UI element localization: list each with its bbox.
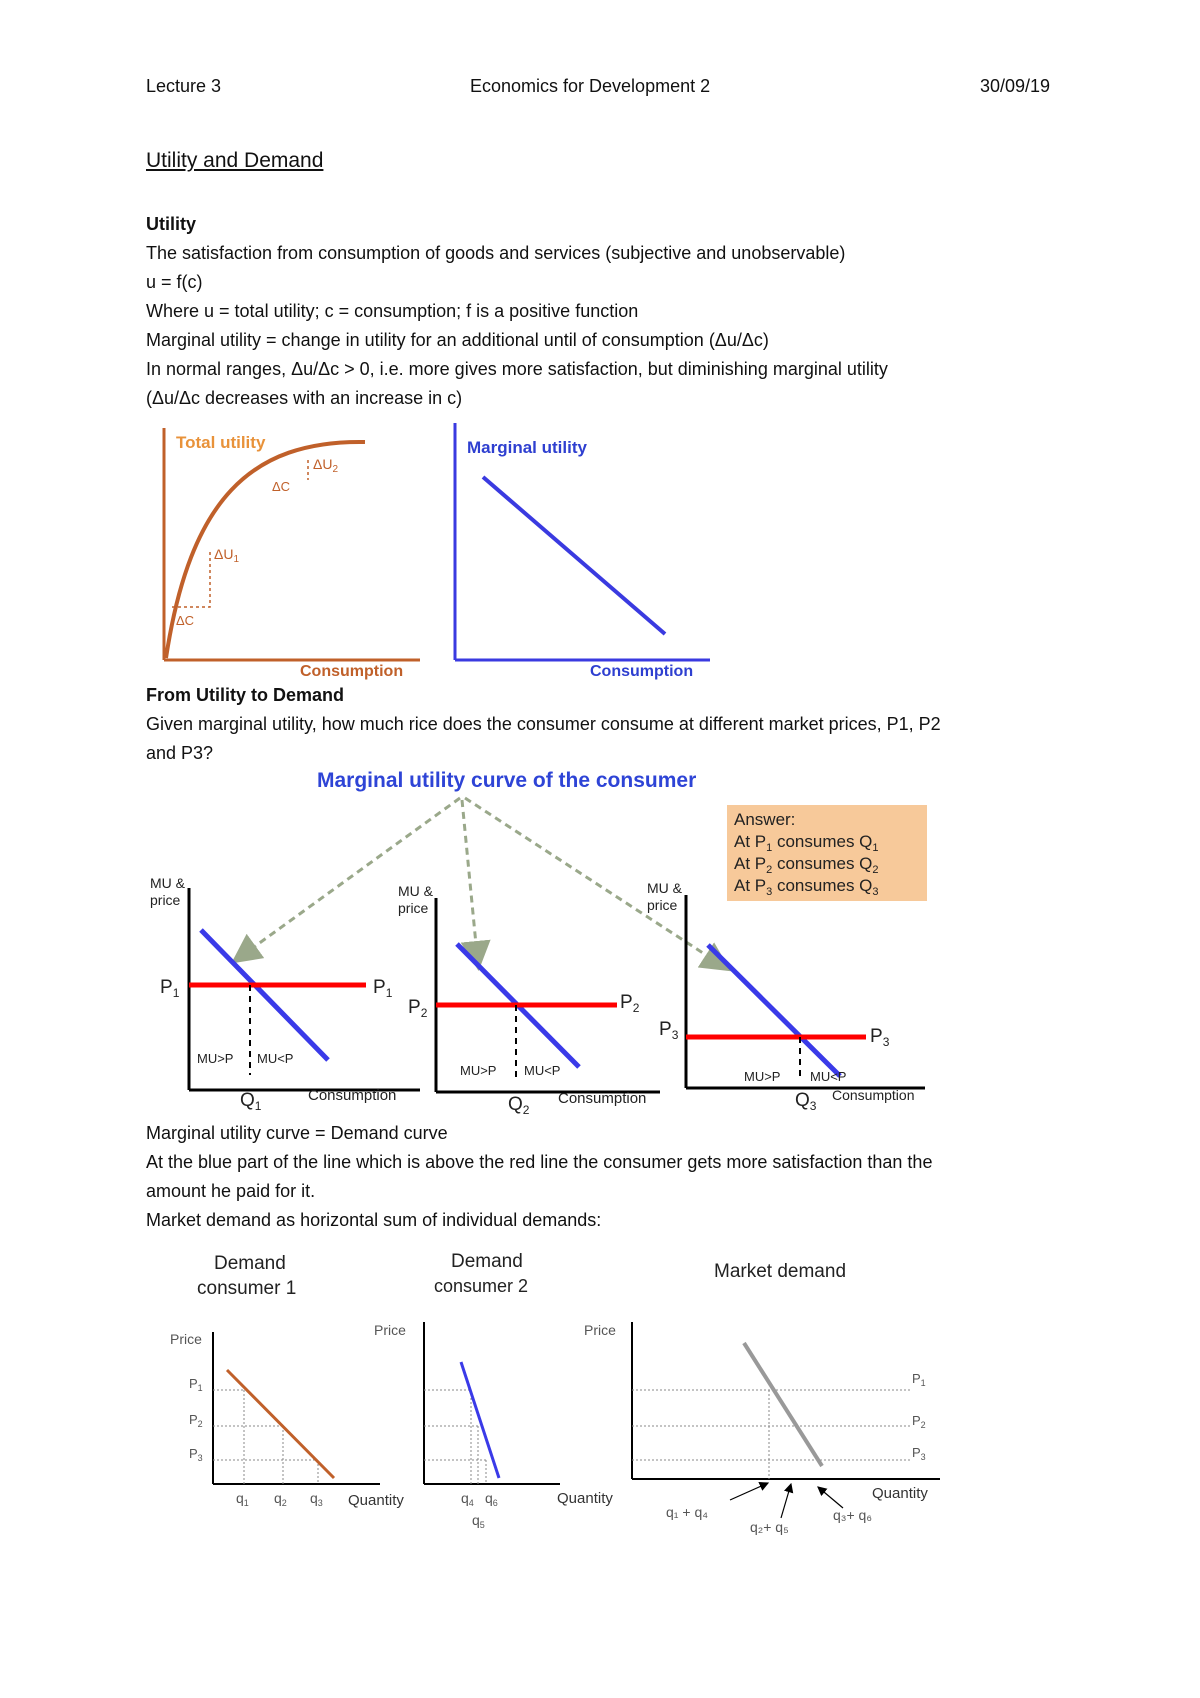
text-line: amount he paid for it.: [146, 1181, 316, 1201]
q-label: $Q_3$: [795, 1090, 817, 1113]
quantity-tick: $q_4$: [461, 1490, 474, 1508]
x-axis-label: Consumption: [308, 1087, 397, 1104]
panel-title: consumer 2: [434, 1276, 529, 1296]
mu-gt-p-label: MU>P: [197, 1051, 234, 1066]
y-axis-label: Price: [584, 1322, 616, 1338]
quantity-tick: $q_6$: [485, 1490, 498, 1508]
marginal-utility-title: Marginal utility: [467, 438, 587, 457]
delta-u1-label: $\Delta U_1$: [214, 546, 240, 565]
answer-line-2: At $P_2$ consumes $Q_2$: [734, 854, 879, 876]
sum-label-2: q₂+ q₅: [750, 1519, 789, 1535]
text-line: Marginal utility = change in utility for an additional until of consumption (Δu/Δc): [146, 330, 769, 350]
x-axis-label: Consumption: [300, 663, 404, 680]
price-tick: $P_2$: [189, 1412, 203, 1429]
delta-c-label-lower: ΔC: [176, 613, 195, 628]
panel-title: Market demand: [714, 1261, 847, 1282]
mu-lt-p-label: MU<P: [524, 1063, 561, 1078]
quantity-tick: $q_3$: [310, 1490, 323, 1508]
text-line: Given marginal utility, how much rice does the consumer consume at different market prices, P1, P2: [146, 714, 941, 734]
section-heading-demand: From Utility to Demand: [146, 685, 345, 705]
sum-label-1: q₁ + q₄: [666, 1504, 708, 1520]
arrow-to-panel-2: [462, 800, 478, 965]
header-date: 30/09/19: [980, 76, 1051, 96]
page-title: Utility and Demand: [146, 149, 324, 172]
delta-c-label-upper: ΔC: [272, 479, 291, 494]
section-heading-utility: Utility: [146, 214, 197, 234]
header-lecture: Lecture 3: [146, 76, 222, 96]
text-line: and P3?: [146, 743, 214, 763]
price-label-left: $P_3$: [659, 1019, 679, 1042]
y-axis-label: price: [647, 897, 678, 913]
q-label: $Q_1$: [240, 1090, 262, 1113]
panel-3: [647, 880, 925, 1113]
y-axis-label: MU &: [150, 875, 185, 891]
price-label-right: $P_1$: [373, 977, 393, 1000]
x-axis-label: Consumption: [590, 663, 694, 680]
text-line: Where u = total utility; c = consumption; f is a positive function: [146, 301, 639, 321]
demand-consumer-2: [374, 1322, 613, 1530]
mu-curve-figure: [150, 769, 927, 1117]
price-tick: $P_3$: [189, 1446, 203, 1463]
text-line: u = f(c): [146, 272, 203, 292]
y-axis-label: MU &: [398, 883, 433, 899]
y-axis-label: MU &: [647, 880, 682, 896]
text-line: At the blue part of the line which is above the red line the consumer gets more satisfaction than the: [146, 1152, 933, 1172]
price-label-left: $P_1$: [160, 977, 180, 1000]
answer-line-1: At $P_1$ consumes $Q_1$: [734, 832, 879, 854]
text-line: Marginal utility curve = Demand curve: [146, 1123, 448, 1143]
text-line: The satisfaction from consumption of goods and services (subjective and unobservable): [146, 243, 846, 263]
price-label-right: $P_2$: [620, 992, 640, 1015]
figure-title: Marginal utility curve of the consumer: [317, 769, 697, 792]
y-axis-label: Price: [374, 1322, 406, 1338]
arrow-to-panel-1: [236, 798, 460, 960]
header-course: Economics for Development 2: [470, 76, 711, 96]
quantity-tick: $q_5$: [472, 1512, 485, 1530]
quantity-tick: $q_2$: [274, 1490, 287, 1508]
text-line: (Δu/Δc decreases with an increase in c): [146, 388, 463, 408]
panel-title: Demand: [451, 1251, 523, 1272]
q-label: $Q_2$: [508, 1094, 530, 1117]
panel-title: Demand: [214, 1253, 286, 1274]
price-tick: $P_1$: [189, 1376, 203, 1393]
x-axis-label: Quantity: [348, 1492, 404, 1509]
x-axis-label: Quantity: [557, 1490, 613, 1507]
market-demand: [584, 1322, 940, 1535]
answer-title: Answer:: [734, 810, 796, 829]
panel-1: [150, 875, 420, 1113]
mu-lt-p-label: MU<P: [257, 1051, 294, 1066]
mu-lt-p-label: MU<P: [810, 1069, 847, 1084]
demand-consumer-1: [170, 1331, 404, 1509]
delta-u2-label: $\Delta U_2$: [313, 456, 339, 475]
mu-gt-p-label: MU>P: [744, 1069, 781, 1084]
price-tick: $P_1$: [912, 1371, 926, 1388]
answer-line-3: At $P_3$ consumes $Q_3$: [734, 876, 879, 898]
mu-gt-p-label: MU>P: [460, 1063, 497, 1078]
x-axis-label: Consumption: [832, 1087, 915, 1103]
panel-2: [398, 883, 660, 1117]
text-line: Market demand as horizontal sum of individual demands:: [146, 1210, 602, 1230]
marginal-utility-chart: [455, 423, 710, 680]
y-axis-label: price: [150, 892, 181, 908]
sum-label-3: q₃+ q₆: [833, 1507, 872, 1523]
y-axis-label: Price: [170, 1331, 202, 1347]
y-axis-label: price: [398, 900, 429, 916]
price-tick: $P_2$: [912, 1413, 926, 1430]
market-demand-figure: [170, 1251, 940, 1535]
price-label-left: $P_2$: [408, 997, 428, 1020]
x-axis-label: Quantity: [872, 1485, 928, 1502]
quantity-tick: $q_1$: [236, 1490, 249, 1508]
total-utility-chart: [164, 428, 420, 680]
x-axis-label: Consumption: [558, 1090, 647, 1107]
panel-title: consumer 1: [197, 1278, 297, 1299]
price-tick: $P_3$: [912, 1445, 926, 1462]
price-label-right: $P_3$: [870, 1026, 890, 1049]
text-line: In normal ranges, Δu/Δc > 0, i.e. more gives more satisfaction, but diminishing marginal utility: [146, 359, 888, 379]
total-utility-title: Total utility: [176, 433, 266, 452]
